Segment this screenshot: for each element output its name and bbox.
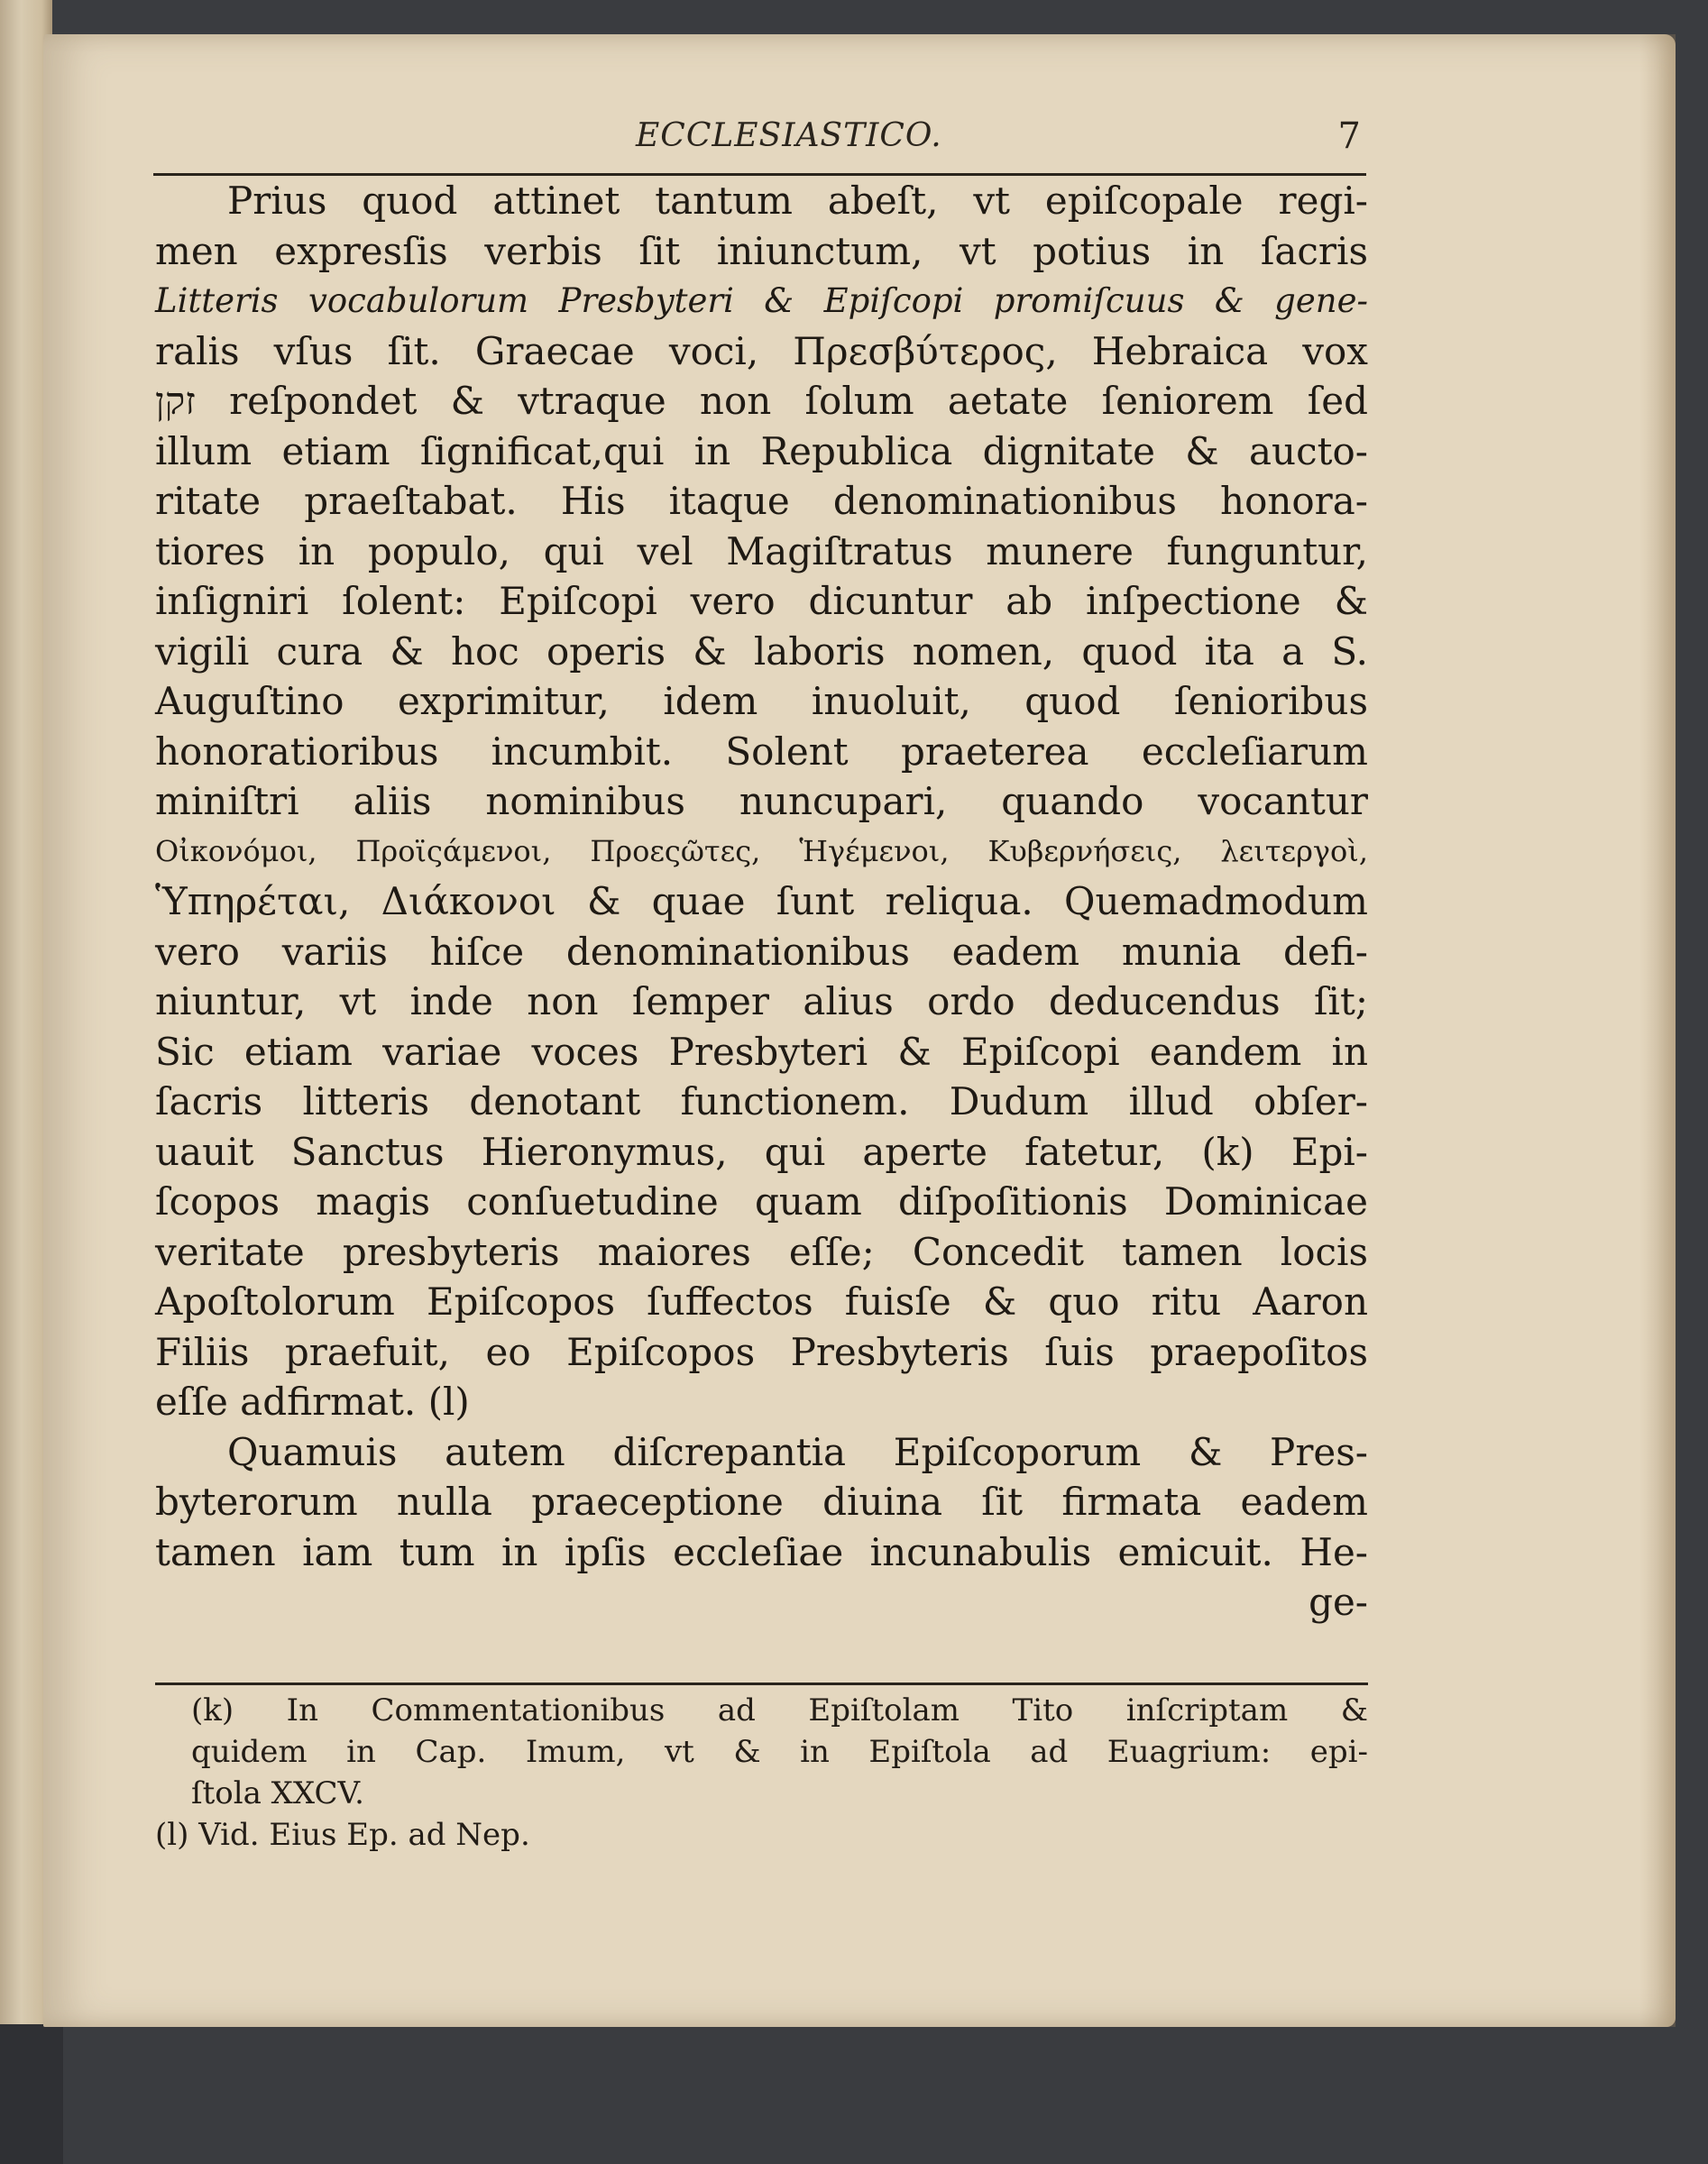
background-dark-area <box>0 2024 63 2164</box>
text-line: Ὑπηρέται, Διάκονοι & quae ſunt reliqua. Quemadmodum <box>155 879 1368 923</box>
main-text-block <box>155 176 1368 1628</box>
footnotes <box>155 1690 1368 1856</box>
footnote-line: ſtola XXCV. <box>191 1775 364 1811</box>
footnote-line: (k) In Commentationibus ad Epiſtolam Tito inſcriptam & <box>191 1692 1368 1728</box>
text-line: tamen iam tum in ipſis eccleſiae incunabulis emicuit. He- <box>155 1529 1368 1574</box>
running-head: ECCLESIASTICO. <box>636 117 942 154</box>
text-line: ralis vſus ſit. Graecae voci, Πρεσβύτερος, Hebraica vox <box>155 328 1368 373</box>
text-line: veritate presbyteris maiores eſſe; Concedit tamen locis <box>155 1229 1368 1274</box>
text-line: vero variis hiſce denominationibus eadem munia defi- <box>155 929 1368 974</box>
text-line: Litteris vocabulorum Presbyteri & Epiſcopi promiſcuus & gene- <box>155 281 1368 320</box>
text-line: byterorum nulla praeceptione diuina ſit firmata eadem <box>155 1480 1368 1524</box>
text-line: ſcopos magis conſuetudine quam diſpoſitionis Dominicae <box>155 1179 1368 1224</box>
text-line: vigili cura & hoc operis & laboris nomen, quod ita a S. <box>155 628 1368 674</box>
text-line: eſſe adfirmat. (l) <box>155 1380 470 1424</box>
text-line: tiores in populo, qui vel Magiſtratus munere funguntur, <box>155 528 1368 573</box>
text-line: inſigniri ſolent: Epiſcopi vero dicuntur ab inſpectione & <box>155 579 1368 623</box>
text-line: Sic etiam variae voces Presbyteri & Epiſcopi eandem in <box>155 1029 1368 1074</box>
footnote-line: (l) Vid. Eius Ep. ad Nep. <box>155 1817 530 1853</box>
text-line: honoratioribus incumbit. Solent praeterea eccleſiarum <box>155 729 1368 774</box>
text-line: uauit Sanctus Hieronymus, qui aperte fatetur, (k) Epi- <box>155 1129 1368 1174</box>
text-line: men expresſis verbis ſit iniunctum, vt potius in ſacris <box>155 228 1368 273</box>
text-line: niuntur, vt inde non ſemper alius ordo deducendus ſit; <box>155 979 1368 1023</box>
footnote-line: quidem in Cap. Imum, vt & in Epiſtola ad Euagrium: epi- <box>191 1734 1368 1770</box>
catchword: ge- <box>1309 1580 1368 1624</box>
text-line: Auguſtino exprimitur, idem inuoluit, quod ſenioribus <box>155 679 1368 723</box>
text-line: miniſtri aliis nominibus nuncupari, quando vocantur <box>155 779 1368 823</box>
text-line: Apoſtolorum Epiſcopos ſuffectos fuisſe & quo ritu Aaron <box>155 1279 1368 1324</box>
text-line: זקן reſpondet & vtraque non ſolum aetate ſeniorem ſed <box>155 379 1368 423</box>
text-line: ſacris litteris denotant functionem. Dudum illud obſer- <box>155 1079 1368 1123</box>
footnote-rule <box>155 1683 1368 1685</box>
text-line: Prius quod attinet tantum abeſt, vt epiſcopale regi- <box>227 179 1368 223</box>
text-line: illum etiam ſignificat,qui in Republica dignitate & aucto- <box>155 428 1368 473</box>
text-line: Filiis praefuit, eo Epiſcopos Presbyteris ſuis praepoſitos <box>155 1329 1368 1374</box>
page-number: 7 <box>1337 115 1361 157</box>
text-line: Quamuis autem diſcrepantia Epiſcoporum & Pres- <box>227 1429 1368 1474</box>
page-header <box>153 110 1366 176</box>
text-line-greek: Οἰκονόμοι, Προϊςάμενοι, Προεςῶτες, Ἡγέμενοι, Κυβερνήσεις, λειτεργοὶ, <box>155 833 1368 868</box>
text-line: ritate praeſtabat. His itaque denominationibus honora- <box>155 479 1368 523</box>
page-edge-shadow <box>1639 34 1676 2027</box>
